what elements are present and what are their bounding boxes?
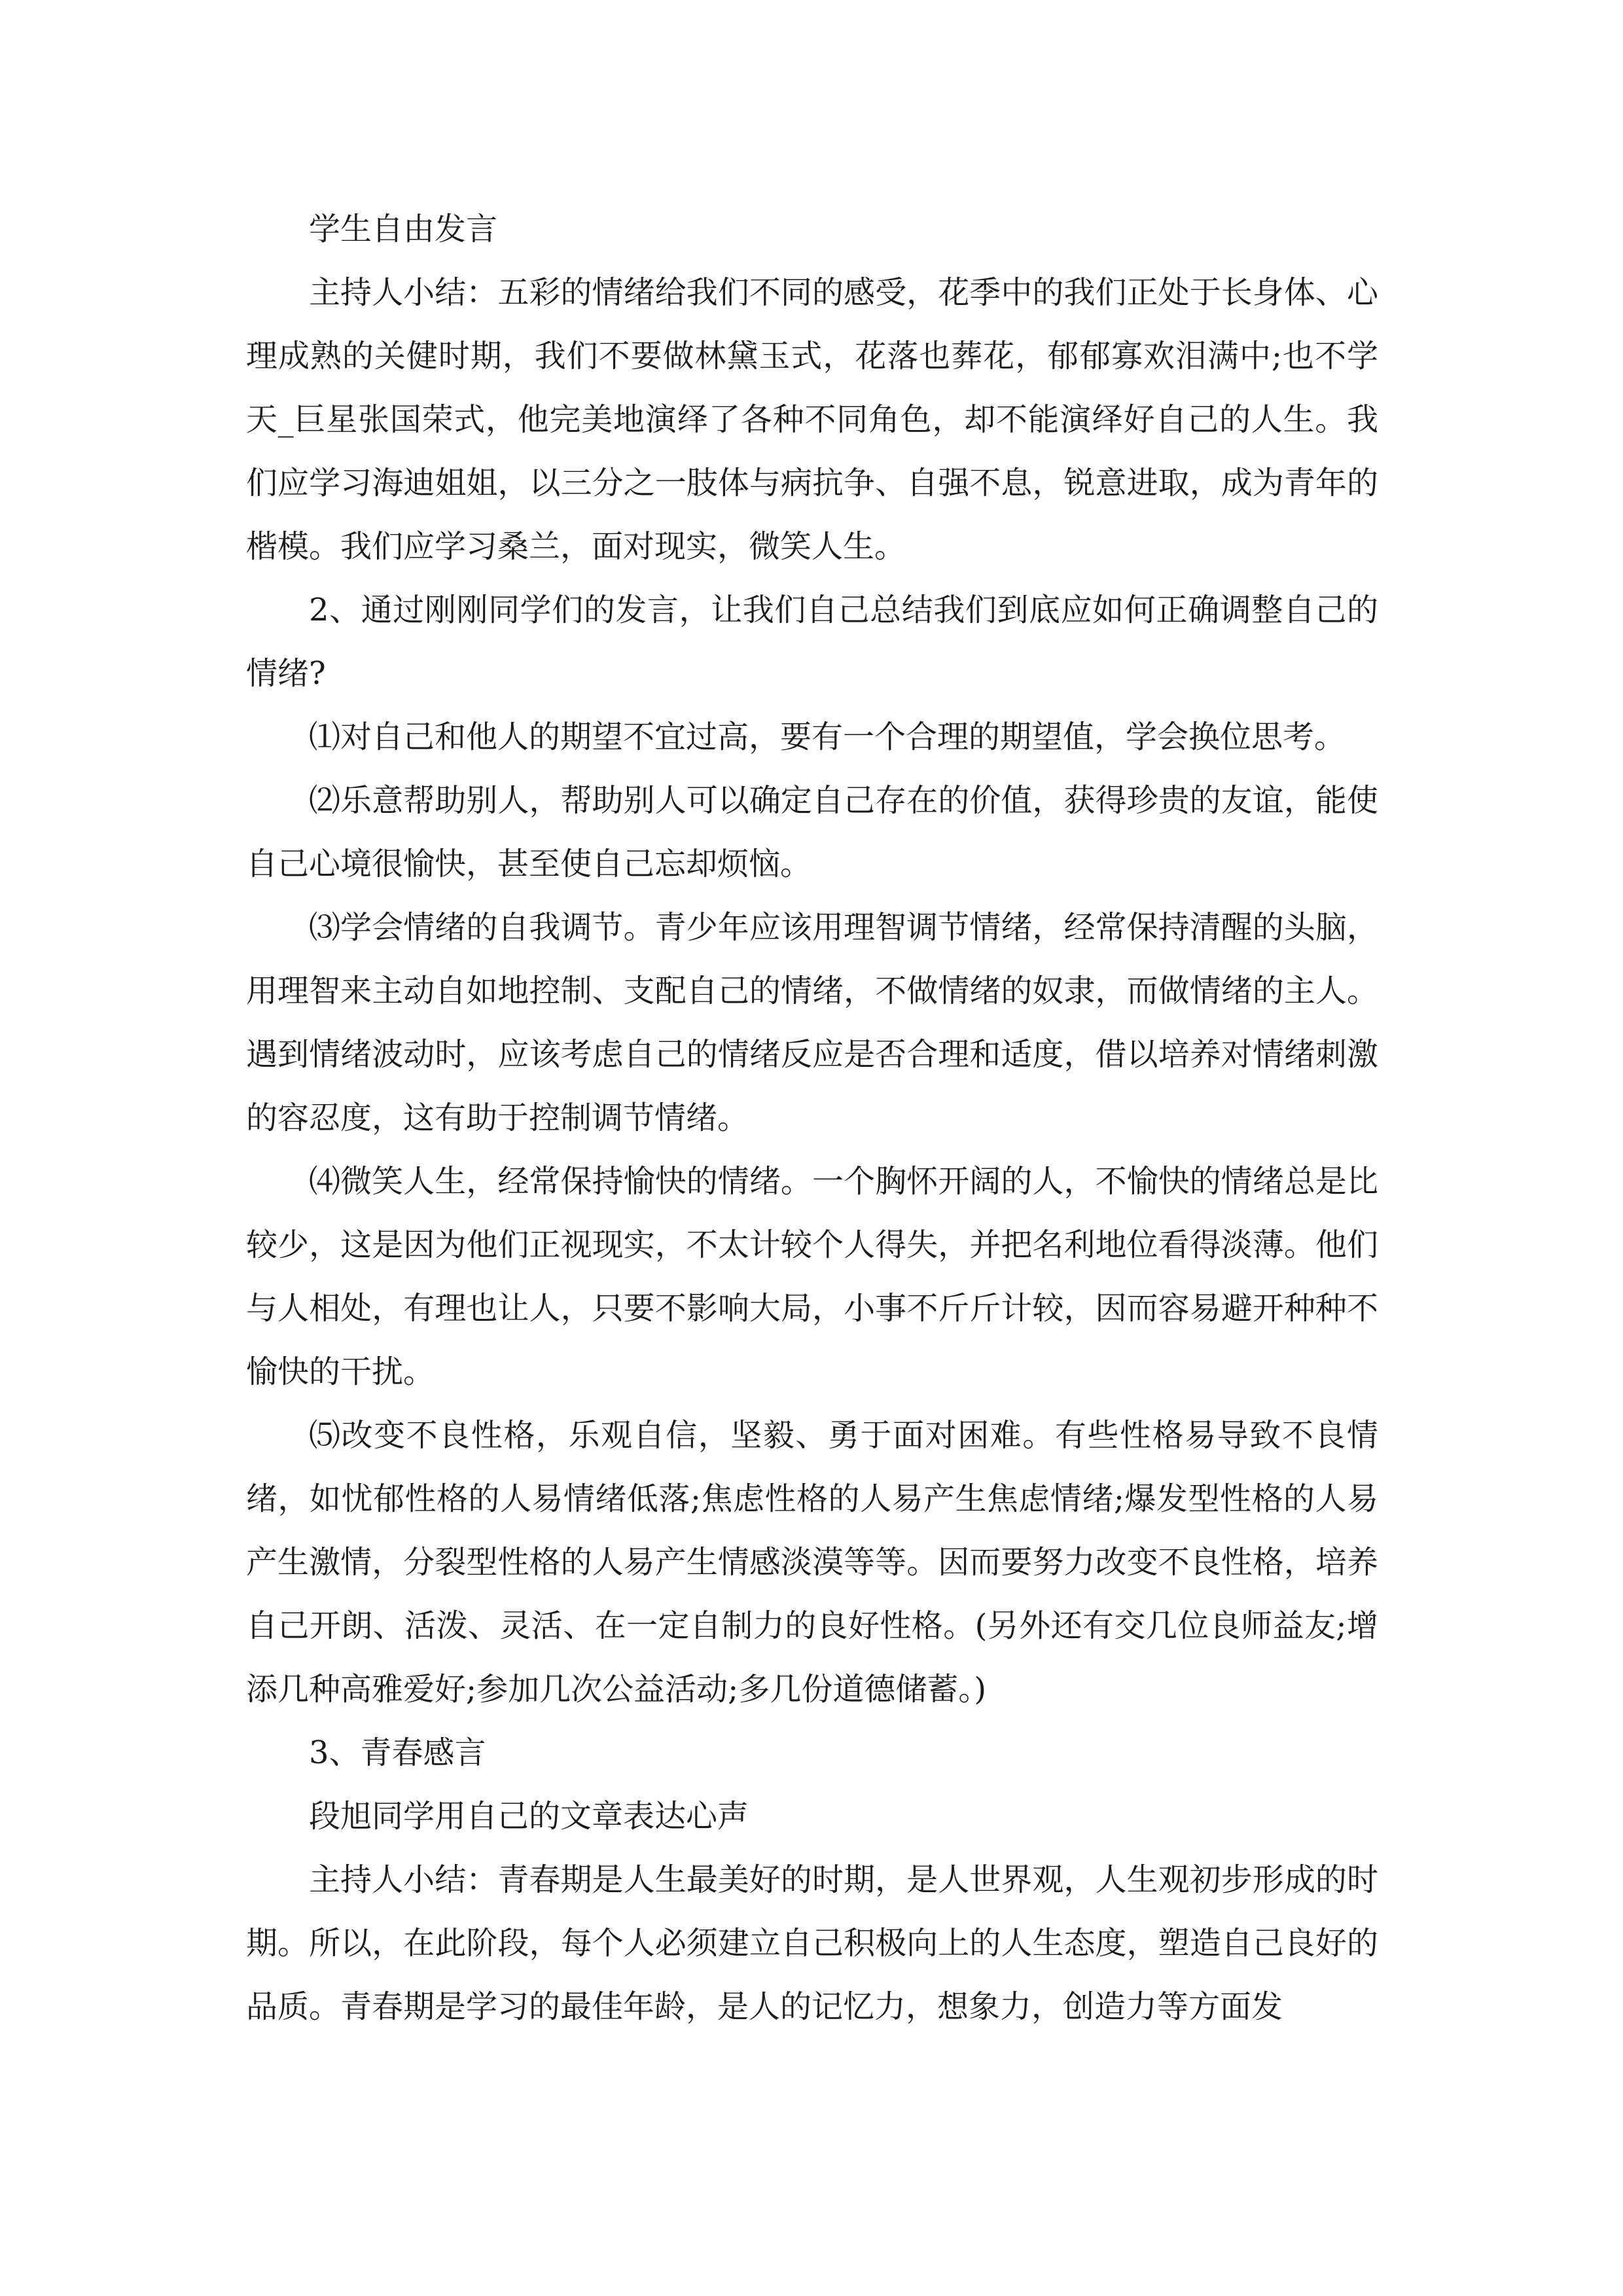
paragraph-student-essay: 段旭同学用自己的文章表达心声 xyxy=(309,1798,749,1835)
paragraph-student-speech: 学生自由发言 xyxy=(309,211,498,247)
paragraph-section-2: 2、通过刚刚同学们的发言，让我们自己总结我们到底应如何正确调整自己的情绪? xyxy=(246,592,1378,692)
paragraph-point-4: ⑷微笑人生，经常保持愉快的情绪。一个胸怀开阔的人，不愉快的情绪总是比较少，这是因为他们正视现实，不太计较个人得失，并把名利地位看得淡薄。他们与人相处，有理也让人，只要不影响大局，小事不斤斤计较，因而容易避开种种不愉快的干扰。 xyxy=(246,1163,1378,1390)
paragraph-section-3: 3、青春感言 xyxy=(309,1734,486,1771)
paragraph-point-1: ⑴对自己和他人的期望不宜过高，要有一个合理的期望值，学会换位思考。 xyxy=(309,719,1346,755)
paragraph-point-3: ⑶学会情绪的自我调节。青少年应该用理智调节情绪，经常保持清醒的头脑，用理智来主动自如地控制、支配自己的情绪，不做情绪的奴隶，而做情绪的主人。遇到情绪波动时，应该考虑自己的情绪反应是否合理和适度，借以培养对情绪刺激的容忍度，这有助于控制调节情绪。 xyxy=(246,909,1378,1136)
paragraph-host-summary-2: 主持人小结：青春期是人生最美好的时期，是人世界观，人生观初步形成的时期。所以，在此阶段，每个人必须建立自己积极向上的人生态度，塑造自己良好的品质。青春期是学习的最佳年龄，是人的记忆力，想象力，创造力等方面发 xyxy=(246,1861,1378,2025)
document-body xyxy=(246,198,1378,2039)
paragraph-point-2: ⑵乐意帮助别人，帮助别人可以确定自己存在的价值，获得珍贵的友谊，能使自己心境很愉快，甚至使自己忘却烦恼。 xyxy=(246,782,1378,882)
paragraph-point-5: ⑸改变不良性格，乐观自信，坚毅、勇于面对困难。有些性格易导致不良情绪，如忧郁性格的人易情绪低落;焦虑性格的人易产生焦虑情绪;爆发型性格的人易产生激情，分裂型性格的人易产生情感淡漠等等。因而要努力改变不良性格，培养自己开朗、活泼、灵活、在一定自制力的良好性格。(另外还有交几位良师益友;增添几种高雅爱好;参加几次公益活动;多几份道德储蓄。) xyxy=(246,1417,1378,1708)
paragraph-host-summary-1: 主持人小结：五彩的情绪给我们不同的感受，花季中的我们正处于长身体、心理成熟的关健时期，我们不要做林黛玉式，花落也葬花，郁郁寡欢泪满中;也不学天_巨星张国荣式，他完美地演绎了各种不同角色，却不能演绎好自己的人生。我们应学习海迪姐姐，以三分之一肢体与病抗争、自强不息，锐意进取，成为青年的楷模。我们应学习桑兰，面对现实，微笑人生。 xyxy=(246,274,1378,565)
